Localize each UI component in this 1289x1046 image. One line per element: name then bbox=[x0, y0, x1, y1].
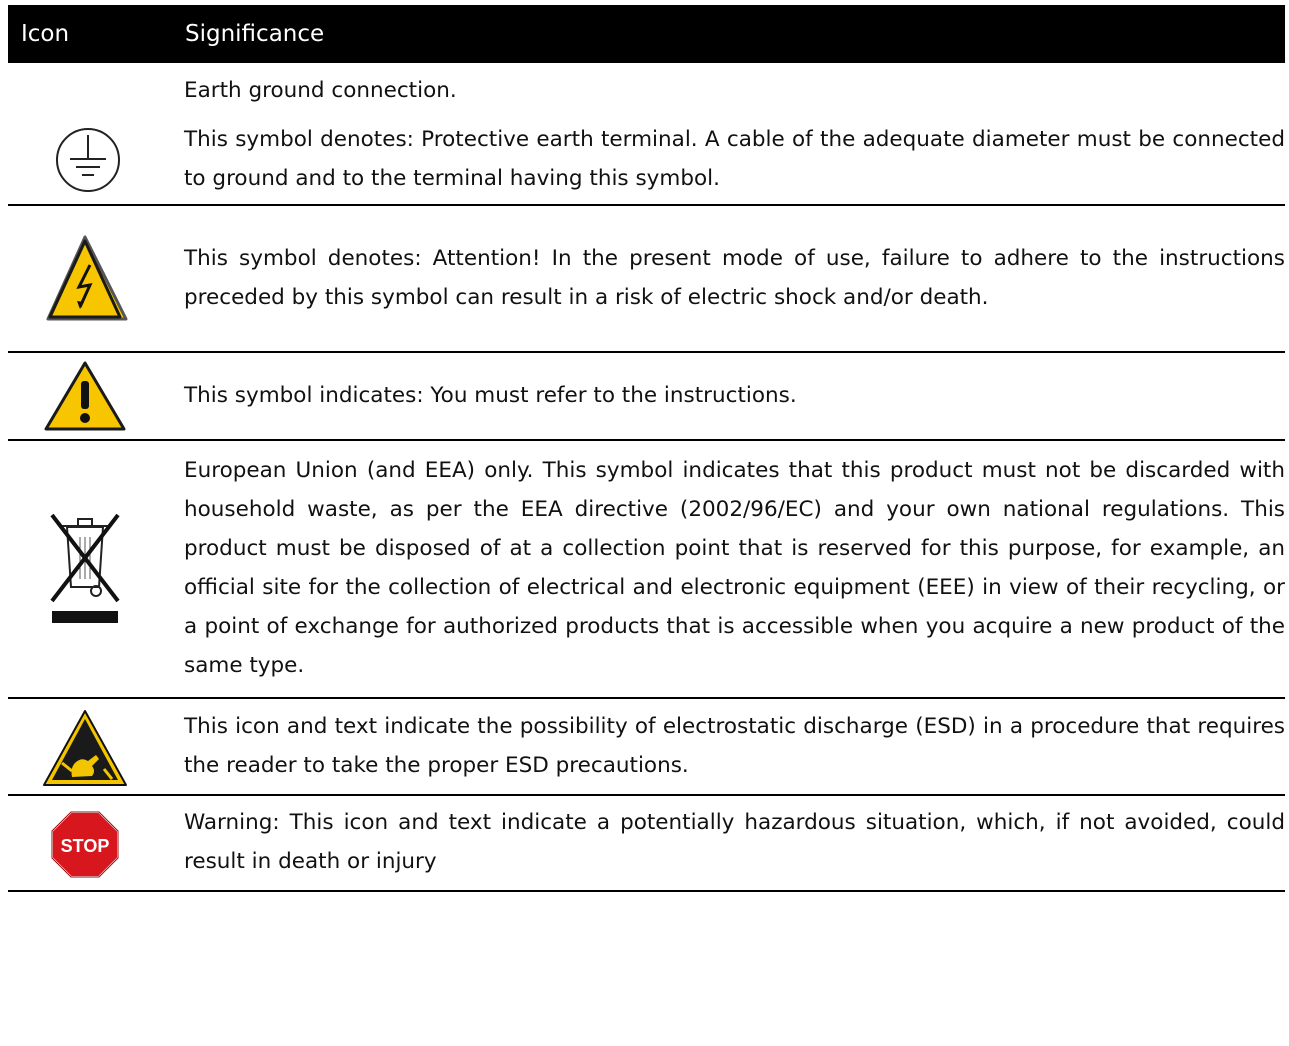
row-text: This icon and text indicate the possibility of electrostatic discharge (ESD) in a procedure that requires the reader to take the proper ESD precautions. bbox=[184, 698, 1285, 795]
table-row bbox=[8, 205, 1285, 352]
header-row bbox=[8, 5, 1285, 63]
icon-cell bbox=[8, 440, 184, 698]
icon-cell-empty bbox=[8, 63, 184, 116]
table-row bbox=[8, 698, 1285, 795]
table-row bbox=[8, 440, 1285, 698]
icon-cell bbox=[8, 352, 184, 440]
row-text: Earth ground connection. bbox=[184, 78, 457, 103]
row-text: European Union (and EEA) only. This symbol indicates that this product must not be discarded with household waste, as per the EEA directive (2002/96/EC) and your own national regulations. This product must be disposed of at a collection point that is reserved for this purpose, for example, an official site for the collection of electrical and electronic equipment (EEE) in view of their recycling, or a point of exchange for authorized products that is accessible when you acquire a new product of the same type. bbox=[184, 440, 1285, 698]
row-text: This symbol indicates: You must refer to the instructions. bbox=[184, 352, 1285, 440]
icon-cell bbox=[8, 698, 184, 795]
header-significance: Significance bbox=[185, 21, 325, 47]
protective-earth-icon bbox=[8, 125, 184, 195]
header-icon: Icon bbox=[21, 21, 70, 47]
stop-sign-label: STOP bbox=[60, 836, 110, 856]
icon-cell bbox=[8, 116, 184, 205]
caution-exclamation-icon bbox=[8, 357, 184, 435]
stop-sign-icon bbox=[8, 808, 184, 878]
electric-shock-warning-icon bbox=[8, 229, 184, 329]
esd-warning-icon bbox=[8, 705, 184, 789]
row-text: This symbol denotes: Attention! In the present mode of use, failure to adhere to the instructions preceded by this symbol can result in a risk of electric shock and/or death. bbox=[184, 205, 1285, 352]
table-row bbox=[8, 795, 1285, 891]
table-header bbox=[8, 5, 1285, 63]
table-row bbox=[8, 116, 1285, 205]
table-row bbox=[8, 63, 1285, 116]
table-row bbox=[8, 352, 1285, 440]
symbols-table bbox=[8, 5, 1285, 892]
row-text: This symbol denotes: Protective earth terminal. A cable of the adequate diameter must be connected to ground and to the terminal having this symbol. bbox=[184, 116, 1285, 205]
icon-cell bbox=[8, 205, 184, 352]
icon-cell bbox=[8, 795, 184, 891]
row-text: Warning: This icon and text indicate a potentially hazardous situation, which, if not avoided, could result in death or injury bbox=[184, 795, 1285, 891]
weee-crossed-bin-icon bbox=[8, 499, 184, 639]
